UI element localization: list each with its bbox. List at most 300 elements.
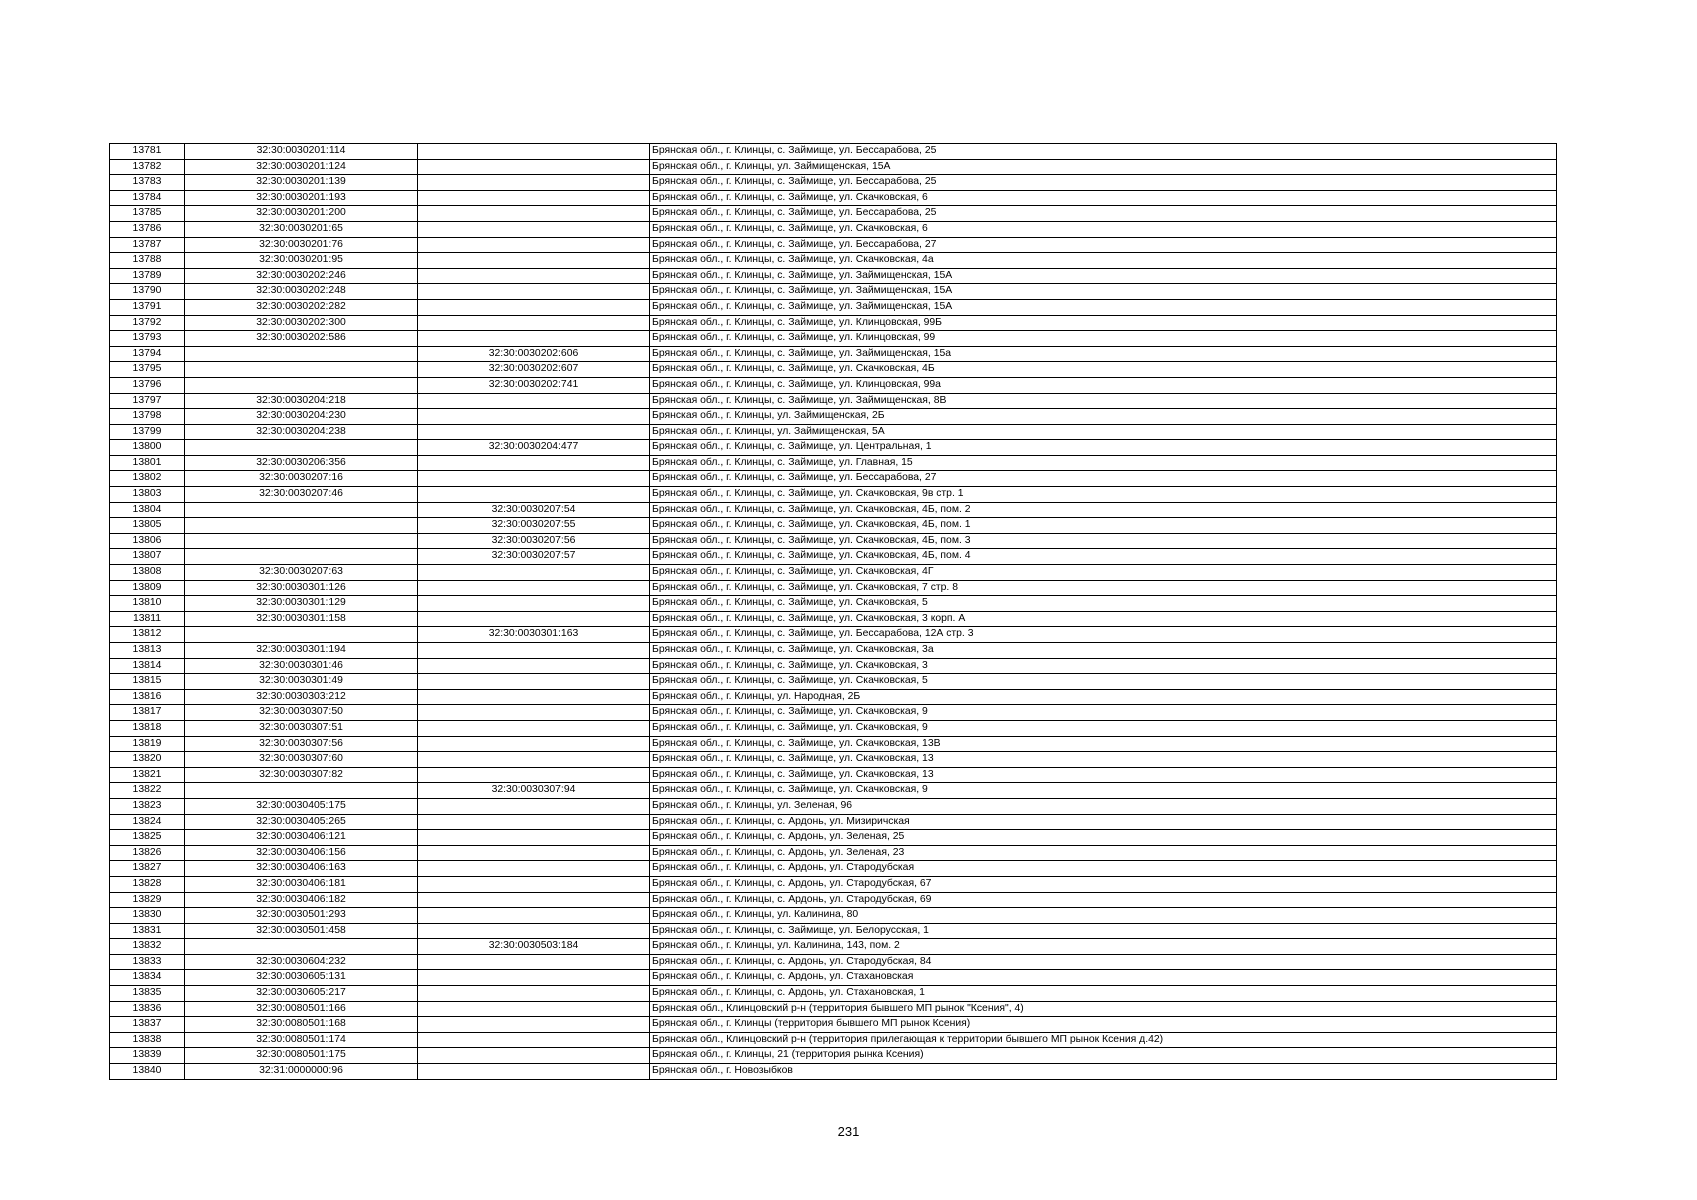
address-cell: Брянская обл., г. Клинцы, с. Займище, ул. Займищенская, 15А xyxy=(650,299,1557,315)
address-cell: Брянская обл., г. Клинцы, с. Займище, ул. Скачковская, 4Б, пом. 3 xyxy=(650,533,1557,549)
table-row xyxy=(110,1032,1557,1048)
cadastral-number-secondary-cell xyxy=(418,876,650,892)
cadastral-number-secondary-cell: 32:30:0030207:55 xyxy=(418,518,650,534)
address-cell: Брянская обл., г. Клинцы, с. Займище, ул. Скачковская, 4Г xyxy=(650,565,1557,581)
table-row xyxy=(110,455,1557,471)
row-number-cell: 13824 xyxy=(110,814,185,830)
cadastral-number-cell: 32:30:0030406:163 xyxy=(185,861,418,877)
row-number-cell: 13808 xyxy=(110,565,185,581)
row-number-cell: 13790 xyxy=(110,284,185,300)
row-number-cell: 13838 xyxy=(110,1032,185,1048)
cadastral-number-secondary-cell: 32:30:0030202:606 xyxy=(418,346,650,362)
address-cell: Брянская обл., г. Клинцы, с. Ардонь, ул. Стахановская, 1 xyxy=(650,986,1557,1002)
cadastral-number-secondary-cell xyxy=(418,424,650,440)
cadastral-number-cell: 32:30:0030501:293 xyxy=(185,908,418,924)
cadastral-number-cell: 32:30:0030201:114 xyxy=(185,144,418,160)
cadastral-number-cell xyxy=(185,783,418,799)
address-cell: Брянская обл., г. Клинцы, с. Займище, ул. Клинцовская, 99Б xyxy=(650,315,1557,331)
table-row xyxy=(110,1001,1557,1017)
address-cell: Брянская обл., г. Клинцы, с. Займище, ул. Скачковская, 4Б, пом. 4 xyxy=(650,549,1557,565)
row-number-cell: 13794 xyxy=(110,346,185,362)
address-cell: Брянская обл., г. Клинцы, с. Займище, ул. Скачковская, 13 xyxy=(650,767,1557,783)
table-row xyxy=(110,549,1557,565)
cadastral-number-secondary-cell xyxy=(418,720,650,736)
cadastral-number-secondary-cell xyxy=(418,315,650,331)
cadastral-number-cell: 32:30:0030201:76 xyxy=(185,237,418,253)
cadastral-number-cell xyxy=(185,440,418,456)
cadastral-number-cell xyxy=(185,346,418,362)
cadastral-number-secondary-cell xyxy=(418,845,650,861)
row-number-cell: 13818 xyxy=(110,720,185,736)
table-row xyxy=(110,611,1557,627)
cadastral-number-cell: 32:30:0030406:182 xyxy=(185,892,418,908)
row-number-cell: 13786 xyxy=(110,221,185,237)
table-row xyxy=(110,268,1557,284)
cadastral-number-secondary-cell xyxy=(418,159,650,175)
row-number-cell: 13828 xyxy=(110,876,185,892)
cadastral-number-secondary-cell xyxy=(418,299,650,315)
table-row xyxy=(110,892,1557,908)
address-cell: Брянская обл., г. Клинцы, с. Займище, ул. Скачковская, 9 xyxy=(650,705,1557,721)
row-number-cell: 13798 xyxy=(110,409,185,425)
table-row xyxy=(110,533,1557,549)
table-row xyxy=(110,159,1557,175)
cadastral-number-secondary-cell: 32:30:0030307:94 xyxy=(418,783,650,799)
table-row xyxy=(110,1017,1557,1033)
address-cell: Брянская обл., г. Клинцы, с. Займище, ул. Скачковская, 9 xyxy=(650,720,1557,736)
cadastral-number-cell: 32:30:0030201:139 xyxy=(185,175,418,191)
row-number-cell: 13834 xyxy=(110,970,185,986)
address-cell: Брянская обл., г. Клинцы, с. Ардонь, ул. Стародубская, 84 xyxy=(650,954,1557,970)
address-cell: Брянская обл., г. Новозыбков xyxy=(650,1064,1557,1080)
cadastral-number-cell: 32:30:0030405:175 xyxy=(185,798,418,814)
cadastral-number-secondary-cell xyxy=(418,237,650,253)
address-cell: Брянская обл., г. Клинцы, с. Займище, ул. Клинцовская, 99а xyxy=(650,377,1557,393)
cadastral-number-secondary-cell xyxy=(418,689,650,705)
row-number-cell: 13837 xyxy=(110,1017,185,1033)
table-row xyxy=(110,627,1557,643)
cadastral-number-secondary-cell: 32:30:0030207:54 xyxy=(418,502,650,518)
cadastral-number-secondary-cell xyxy=(418,752,650,768)
cadastral-number-cell xyxy=(185,518,418,534)
table-row xyxy=(110,939,1557,955)
row-number-cell: 13806 xyxy=(110,533,185,549)
row-number-cell: 13814 xyxy=(110,658,185,674)
cadastral-number-secondary-cell xyxy=(418,643,650,659)
cadastral-number-secondary-cell: 32:30:0030207:57 xyxy=(418,549,650,565)
cadastral-number-secondary-cell xyxy=(418,658,650,674)
cadastral-number-secondary-cell xyxy=(418,144,650,160)
address-cell: Брянская обл., г. Клинцы, ул. Займищенская, 2Б xyxy=(650,409,1557,425)
cadastral-number-secondary-cell: 32:30:0030202:607 xyxy=(418,362,650,378)
address-cell: Брянская обл., г. Клинцы, с. Займище, ул. Главная, 15 xyxy=(650,455,1557,471)
table-row xyxy=(110,752,1557,768)
row-number-cell: 13835 xyxy=(110,986,185,1002)
cadastral-number-secondary-cell xyxy=(418,892,650,908)
address-cell: Брянская обл., г. Клинцы, с. Ардонь, ул. Зеленая, 23 xyxy=(650,845,1557,861)
registry-table-body xyxy=(110,144,1557,1080)
row-number-cell: 13785 xyxy=(110,206,185,222)
row-number-cell: 13795 xyxy=(110,362,185,378)
cadastral-number-secondary-cell xyxy=(418,830,650,846)
cadastral-number-cell: 32:30:0030406:121 xyxy=(185,830,418,846)
cadastral-number-secondary-cell xyxy=(418,923,650,939)
cadastral-number-cell: 32:30:0080501:166 xyxy=(185,1001,418,1017)
table-row xyxy=(110,954,1557,970)
table-row xyxy=(110,1048,1557,1064)
row-number-cell: 13821 xyxy=(110,767,185,783)
address-cell: Брянская обл., г. Клинцы, с. Займище, ул. Бессарабова, 27 xyxy=(650,471,1557,487)
cadastral-number-cell: 32:30:0030201:200 xyxy=(185,206,418,222)
address-cell: Брянская обл., г. Клинцы, с. Займище, ул. Займищенская, 15а xyxy=(650,346,1557,362)
row-number-cell: 13823 xyxy=(110,798,185,814)
address-cell: Брянская обл., г. Клинцы (территория бывшего МП рынок Ксения) xyxy=(650,1017,1557,1033)
address-cell: Брянская обл., г. Клинцы, с. Займище, ул. Скачковская, 6 xyxy=(650,221,1557,237)
cadastral-number-secondary-cell xyxy=(418,954,650,970)
address-cell: Брянская обл., г. Клинцы, ул. Калинина, 80 xyxy=(650,908,1557,924)
table-row xyxy=(110,845,1557,861)
address-cell: Брянская обл., г. Клинцы, с. Займище, ул. Скачковская, 13В xyxy=(650,736,1557,752)
table-row xyxy=(110,424,1557,440)
row-number-cell: 13797 xyxy=(110,393,185,409)
row-number-cell: 13810 xyxy=(110,596,185,612)
address-cell: Брянская обл., г. Клинцы, с. Займище, ул. Скачковская, 6 xyxy=(650,190,1557,206)
cadastral-number-cell: 32:30:0030207:16 xyxy=(185,471,418,487)
cadastral-number-cell: 32:30:0030301:194 xyxy=(185,643,418,659)
table-row xyxy=(110,237,1557,253)
table-row xyxy=(110,876,1557,892)
cadastral-number-cell xyxy=(185,939,418,955)
cadastral-number-secondary-cell: 32:30:0030207:56 xyxy=(418,533,650,549)
table-row xyxy=(110,830,1557,846)
cadastral-number-cell: 32:30:0030202:300 xyxy=(185,315,418,331)
table-row xyxy=(110,362,1557,378)
cadastral-number-secondary-cell xyxy=(418,1017,650,1033)
page-number: 231 xyxy=(837,1124,860,1139)
address-cell: Брянская обл., г. Клинцы, с. Займище, ул. Бессарабова, 12А стр. 3 xyxy=(650,627,1557,643)
cadastral-number-secondary-cell xyxy=(418,908,650,924)
cadastral-number-cell: 32:31:0000000:96 xyxy=(185,1064,418,1080)
address-cell: Брянская обл., г. Клинцы, с. Займище, ул. Скачковская, 4Б, пом. 2 xyxy=(650,502,1557,518)
cadastral-number-cell: 32:30:0030307:82 xyxy=(185,767,418,783)
table-row xyxy=(110,767,1557,783)
table-row xyxy=(110,144,1557,160)
address-cell: Брянская обл., г. Клинцы, с. Займище, ул. Скачковская, 5 xyxy=(650,674,1557,690)
row-number-cell: 13831 xyxy=(110,923,185,939)
address-cell: Брянская обл., г. Клинцы, с. Займище, ул. Клинцовская, 99 xyxy=(650,331,1557,347)
cadastral-number-secondary-cell xyxy=(418,798,650,814)
cadastral-number-secondary-cell xyxy=(418,1001,650,1017)
cadastral-number-secondary-cell xyxy=(418,674,650,690)
cadastral-number-cell: 32:30:0030206:356 xyxy=(185,455,418,471)
cadastral-number-secondary-cell xyxy=(418,580,650,596)
address-cell: Брянская обл., г. Клинцы, с. Ардонь, ул. Стародубская, 69 xyxy=(650,892,1557,908)
address-cell: Брянская обл., г. Клинцы, с. Займище, ул. Займищенская, 15А xyxy=(650,284,1557,300)
cadastral-number-cell: 32:30:0030207:63 xyxy=(185,565,418,581)
row-number-cell: 13803 xyxy=(110,487,185,503)
row-number-cell: 13815 xyxy=(110,674,185,690)
row-number-cell: 13788 xyxy=(110,253,185,269)
cadastral-number-cell: 32:30:0030207:46 xyxy=(185,487,418,503)
address-cell: Брянская обл., г. Клинцы, с. Займище, ул. Скачковская, 13 xyxy=(650,752,1557,768)
table-row xyxy=(110,783,1557,799)
table-row xyxy=(110,643,1557,659)
address-cell: Брянская обл., г. Клинцы, с. Займище, ул. Скачковская, 9 xyxy=(650,783,1557,799)
table-row xyxy=(110,487,1557,503)
address-cell: Брянская обл., г. Клинцы, с. Займище, ул. Скачковская, 3 корп. А xyxy=(650,611,1557,627)
table-row xyxy=(110,315,1557,331)
table-row xyxy=(110,908,1557,924)
address-cell: Брянская обл., г. Клинцы, ул. Зеленая, 96 xyxy=(650,798,1557,814)
address-cell: Брянская обл., г. Клинцы, ул. Народная, 2Б xyxy=(650,689,1557,705)
cadastral-number-secondary-cell xyxy=(418,986,650,1002)
address-cell: Брянская обл., г. Клинцы, с. Займище, ул. Скачковская, 9в стр. 1 xyxy=(650,487,1557,503)
address-cell: Брянская обл., г. Клинцы, с. Займище, ул. Займищенская, 15А xyxy=(650,268,1557,284)
row-number-cell: 13813 xyxy=(110,643,185,659)
table-row xyxy=(110,674,1557,690)
cadastral-number-cell: 32:30:0030301:129 xyxy=(185,596,418,612)
cadastral-number-secondary-cell: 32:30:0030503:184 xyxy=(418,939,650,955)
row-number-cell: 13826 xyxy=(110,845,185,861)
cadastral-number-cell: 32:30:0080501:175 xyxy=(185,1048,418,1064)
cadastral-number-cell: 32:30:0030202:248 xyxy=(185,284,418,300)
row-number-cell: 13802 xyxy=(110,471,185,487)
table-row xyxy=(110,970,1557,986)
address-cell: Брянская обл., г. Клинцы, с. Займище, ул. Бессарабова, 25 xyxy=(650,144,1557,160)
cadastral-number-secondary-cell xyxy=(418,253,650,269)
row-number-cell: 13820 xyxy=(110,752,185,768)
cadastral-number-cell: 32:30:0030301:46 xyxy=(185,658,418,674)
row-number-cell: 13816 xyxy=(110,689,185,705)
table-row xyxy=(110,393,1557,409)
cadastral-number-secondary-cell xyxy=(418,970,650,986)
row-number-cell: 13832 xyxy=(110,939,185,955)
cadastral-number-cell: 32:30:0030303:212 xyxy=(185,689,418,705)
row-number-cell: 13819 xyxy=(110,736,185,752)
address-cell: Брянская обл., г. Клинцы, с. Займище, ул. Бессарабова, 25 xyxy=(650,206,1557,222)
table-row xyxy=(110,861,1557,877)
cadastral-number-secondary-cell xyxy=(418,736,650,752)
address-cell: Брянская обл., г. Клинцы, с. Займище, ул. Бессарабова, 25 xyxy=(650,175,1557,191)
row-number-cell: 13789 xyxy=(110,268,185,284)
registry-table xyxy=(109,143,1557,1080)
cadastral-number-cell: 32:30:0030406:181 xyxy=(185,876,418,892)
row-number-cell: 13799 xyxy=(110,424,185,440)
address-cell: Брянская обл., г. Клинцы, с. Займище, ул. Скачковская, 3а xyxy=(650,643,1557,659)
table-row xyxy=(110,175,1557,191)
table-row xyxy=(110,1064,1557,1080)
address-cell: Брянская обл., Клинцовский р-н (территория прилегающая к территории бывшего МП рынок Ксения д.42) xyxy=(650,1032,1557,1048)
table-row xyxy=(110,923,1557,939)
cadastral-number-secondary-cell xyxy=(418,1064,650,1080)
table-row xyxy=(110,986,1557,1002)
address-cell: Брянская обл., г. Клинцы, с. Займище, ул. Центральная, 1 xyxy=(650,440,1557,456)
row-number-cell: 13840 xyxy=(110,1064,185,1080)
row-number-cell: 13817 xyxy=(110,705,185,721)
row-number-cell: 13839 xyxy=(110,1048,185,1064)
row-number-cell: 13809 xyxy=(110,580,185,596)
row-number-cell: 13812 xyxy=(110,627,185,643)
cadastral-number-cell: 32:30:0030202:282 xyxy=(185,299,418,315)
address-cell: Брянская обл., г. Клинцы, с. Займище, ул. Скачковская, 5 xyxy=(650,596,1557,612)
row-number-cell: 13827 xyxy=(110,861,185,877)
cadastral-number-secondary-cell xyxy=(418,814,650,830)
table-row xyxy=(110,471,1557,487)
address-cell: Брянская обл., г. Клинцы, ул. Займищенская, 5А xyxy=(650,424,1557,440)
row-number-cell: 13792 xyxy=(110,315,185,331)
cadastral-number-secondary-cell xyxy=(418,221,650,237)
cadastral-number-secondary-cell xyxy=(418,284,650,300)
cadastral-number-secondary-cell xyxy=(418,268,650,284)
address-cell: Брянская обл., г. Клинцы, с. Займище, ул. Бессарабова, 27 xyxy=(650,237,1557,253)
cadastral-number-secondary-cell: 32:30:0030204:477 xyxy=(418,440,650,456)
cadastral-number-secondary-cell xyxy=(418,471,650,487)
cadastral-number-secondary-cell xyxy=(418,1032,650,1048)
cadastral-number-secondary-cell xyxy=(418,455,650,471)
cadastral-number-cell: 32:30:0030202:586 xyxy=(185,331,418,347)
table-row xyxy=(110,284,1557,300)
cadastral-number-cell: 32:30:0030605:217 xyxy=(185,986,418,1002)
row-number-cell: 13822 xyxy=(110,783,185,799)
cadastral-number-secondary-cell xyxy=(418,1048,650,1064)
cadastral-number-secondary-cell: 32:30:0030301:163 xyxy=(418,627,650,643)
address-cell: Брянская обл., г. Клинцы, 21 (территория рынка Ксения) xyxy=(650,1048,1557,1064)
table-row xyxy=(110,221,1557,237)
table-row xyxy=(110,253,1557,269)
address-cell: Брянская обл., г. Клинцы, с. Ардонь, ул. Стародубская xyxy=(650,861,1557,877)
table-row xyxy=(110,377,1557,393)
address-cell: Брянская обл., г. Клинцы, с. Займище, ул. Белорусская, 1 xyxy=(650,923,1557,939)
row-number-cell: 13804 xyxy=(110,502,185,518)
table-row xyxy=(110,798,1557,814)
cadastral-number-secondary-cell xyxy=(418,393,650,409)
cadastral-number-secondary-cell xyxy=(418,190,650,206)
cadastral-number-cell: 32:30:0030204:230 xyxy=(185,409,418,425)
cadastral-number-cell: 32:30:0030201:193 xyxy=(185,190,418,206)
cadastral-number-cell: 32:30:0030307:56 xyxy=(185,736,418,752)
cadastral-number-cell: 32:30:0080501:168 xyxy=(185,1017,418,1033)
table-row xyxy=(110,736,1557,752)
row-number-cell: 13793 xyxy=(110,331,185,347)
address-cell: Брянская обл., г. Клинцы, с. Займище, ул. Скачковская, 4Б, пом. 1 xyxy=(650,518,1557,534)
table-row xyxy=(110,409,1557,425)
cadastral-number-secondary-cell xyxy=(418,611,650,627)
cadastral-number-cell xyxy=(185,377,418,393)
row-number-cell: 13829 xyxy=(110,892,185,908)
table-row xyxy=(110,580,1557,596)
cadastral-number-cell xyxy=(185,502,418,518)
cadastral-number-cell: 32:30:0030307:60 xyxy=(185,752,418,768)
cadastral-number-cell: 32:30:0030201:95 xyxy=(185,253,418,269)
row-number-cell: 13784 xyxy=(110,190,185,206)
table-row xyxy=(110,596,1557,612)
cadastral-number-cell xyxy=(185,627,418,643)
cadastral-number-secondary-cell xyxy=(418,861,650,877)
cadastral-number-cell: 32:30:0030204:218 xyxy=(185,393,418,409)
cadastral-number-cell: 32:30:0030501:458 xyxy=(185,923,418,939)
row-number-cell: 13783 xyxy=(110,175,185,191)
cadastral-number-secondary-cell xyxy=(418,487,650,503)
row-number-cell: 13791 xyxy=(110,299,185,315)
cadastral-number-cell: 32:30:0080501:174 xyxy=(185,1032,418,1048)
table-row xyxy=(110,565,1557,581)
row-number-cell: 13805 xyxy=(110,518,185,534)
cadastral-number-cell: 32:30:0030201:124 xyxy=(185,159,418,175)
cadastral-number-cell: 32:30:0030301:158 xyxy=(185,611,418,627)
cadastral-number-cell: 32:30:0030301:126 xyxy=(185,580,418,596)
cadastral-number-secondary-cell xyxy=(418,705,650,721)
row-number-cell: 13833 xyxy=(110,954,185,970)
cadastral-number-secondary-cell xyxy=(418,206,650,222)
row-number-cell: 13836 xyxy=(110,1001,185,1017)
cadastral-number-secondary-cell xyxy=(418,409,650,425)
table-row xyxy=(110,299,1557,315)
address-cell: Брянская обл., г. Клинцы, с. Займище, ул. Скачковская, 3 xyxy=(650,658,1557,674)
cadastral-number-cell: 32:30:0030307:50 xyxy=(185,705,418,721)
table-row xyxy=(110,206,1557,222)
row-number-cell: 13825 xyxy=(110,830,185,846)
cadastral-number-cell: 32:30:0030202:246 xyxy=(185,268,418,284)
address-cell: Брянская обл., г. Клинцы, с. Ардонь, ул. Стародубская, 67 xyxy=(650,876,1557,892)
table-row xyxy=(110,720,1557,736)
cadastral-number-secondary-cell: 32:30:0030202:741 xyxy=(418,377,650,393)
table-row xyxy=(110,689,1557,705)
table-row xyxy=(110,331,1557,347)
cadastral-number-cell: 32:30:0030201:65 xyxy=(185,221,418,237)
cadastral-number-secondary-cell xyxy=(418,596,650,612)
cadastral-number-secondary-cell xyxy=(418,767,650,783)
cadastral-number-cell: 32:30:0030307:51 xyxy=(185,720,418,736)
row-number-cell: 13811 xyxy=(110,611,185,627)
row-number-cell: 13830 xyxy=(110,908,185,924)
address-cell: Брянская обл., г. Клинцы, ул. Калинина, 143, пом. 2 xyxy=(650,939,1557,955)
address-cell: Брянская обл., г. Клинцы, с. Займище, ул. Скачковская, 4а xyxy=(650,253,1557,269)
row-number-cell: 13781 xyxy=(110,144,185,160)
address-cell: Брянская обл., г. Клинцы, с. Ардонь, ул. Мизиричская xyxy=(650,814,1557,830)
row-number-cell: 13796 xyxy=(110,377,185,393)
cadastral-number-cell: 32:30:0030406:156 xyxy=(185,845,418,861)
table-row xyxy=(110,814,1557,830)
address-cell: Брянская обл., Клинцовский р-н (территория бывшего МП рынок "Ксения", 4) xyxy=(650,1001,1557,1017)
table-row xyxy=(110,518,1557,534)
cadastral-number-secondary-cell xyxy=(418,331,650,347)
table-row xyxy=(110,440,1557,456)
cadastral-number-cell xyxy=(185,533,418,549)
address-cell: Брянская обл., г. Клинцы, с. Ардонь, ул. Зеленая, 25 xyxy=(650,830,1557,846)
cadastral-number-cell: 32:30:0030301:49 xyxy=(185,674,418,690)
row-number-cell: 13801 xyxy=(110,455,185,471)
cadastral-number-cell xyxy=(185,549,418,565)
cadastral-number-cell: 32:30:0030604:232 xyxy=(185,954,418,970)
table-row xyxy=(110,502,1557,518)
cadastral-number-cell: 32:30:0030405:265 xyxy=(185,814,418,830)
address-cell: Брянская обл., г. Клинцы, с. Займище, ул. Займищенская, 8В xyxy=(650,393,1557,409)
table-row xyxy=(110,346,1557,362)
address-cell: Брянская обл., г. Клинцы, ул. Займищенская, 15А xyxy=(650,159,1557,175)
cadastral-number-cell: 32:30:0030605:131 xyxy=(185,970,418,986)
table-row xyxy=(110,658,1557,674)
row-number-cell: 13787 xyxy=(110,237,185,253)
cadastral-number-secondary-cell xyxy=(418,565,650,581)
row-number-cell: 13800 xyxy=(110,440,185,456)
address-cell: Брянская обл., г. Клинцы, с. Ардонь, ул. Стахановская xyxy=(650,970,1557,986)
address-cell: Брянская обл., г. Клинцы, с. Займище, ул. Скачковская, 4Б xyxy=(650,362,1557,378)
cadastral-number-cell: 32:30:0030204:238 xyxy=(185,424,418,440)
address-cell: Брянская обл., г. Клинцы, с. Займище, ул. Скачковская, 7 стр. 8 xyxy=(650,580,1557,596)
cadastral-number-cell xyxy=(185,362,418,378)
row-number-cell: 13807 xyxy=(110,549,185,565)
cadastral-number-secondary-cell xyxy=(418,175,650,191)
